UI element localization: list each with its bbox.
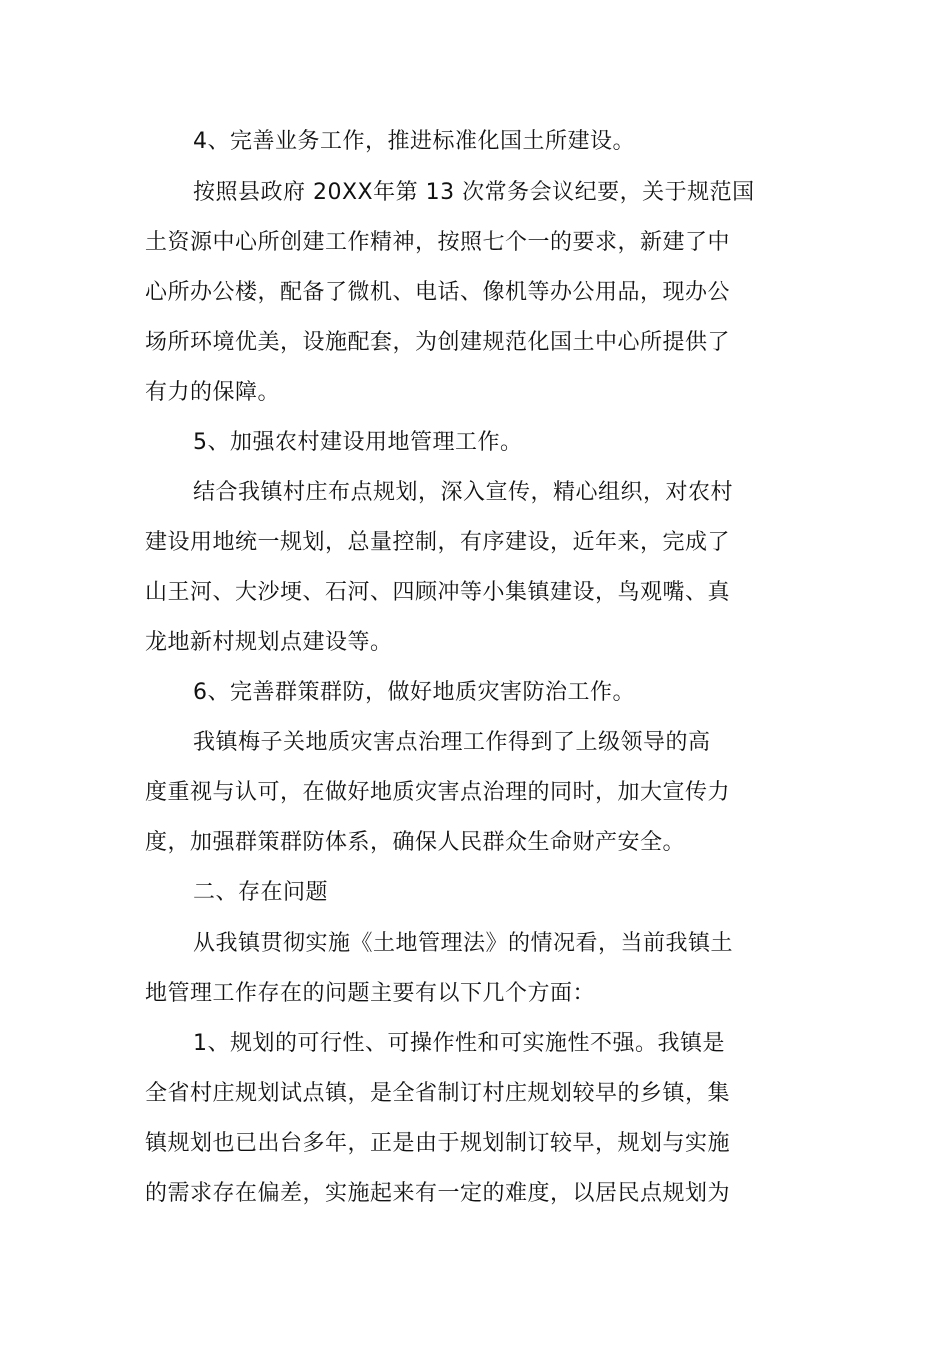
paragraph-line: 从我镇贯彻实施《土地管理法》的情况看，当前我镇土 [193,931,734,956]
paragraph-line: 我镇梅子关地质灾害点治理工作得到了上级领导的高 [193,730,711,755]
paragraph-line: 土资源中心所创建工作精神，按照七个一的要求，新建了中 [145,230,731,255]
heading-item-4: 4、完善业务工作，推进标准化国土所建设。 [193,129,635,154]
paragraph-line: 场所环境优美，设施配套，为创建规范化国土中心所提供了 [145,330,731,355]
paragraph-line: 有力的保障。 [145,380,281,405]
paragraph-line: 1、规划的可行性、可操作性和可实施性不强。我镇是 [193,1031,725,1056]
paragraph-line: 度重视与认可，在做好地质灾害点治理的同时，加大宣传力 [145,780,731,805]
paragraph-line: 地管理工作存在的问题主要有以下几个方面： [145,981,596,1006]
paragraph-line: 全省村庄规划试点镇，是全省制订村庄规划较早的乡镇，集 [145,1081,731,1106]
paragraph-line: 山王河、大沙埂、石河、四顾冲等小集镇建设，鸟观嘴、真 [145,580,731,605]
paragraph-line: 龙地新村规划点建设等。 [145,630,393,655]
heading-item-5: 5、加强农村建设用地管理工作。 [193,430,523,455]
paragraph-line: 建设用地统一规划，总量控制，有序建设，近年来，完成了 [145,530,731,555]
paragraph-line: 结合我镇村庄布点规划，深入宣传，精心组织，对农村 [193,480,734,505]
section-heading: 二、存在问题 [193,880,329,905]
heading-item-6: 6、完善群策群防，做好地质灾害防治工作。 [193,680,635,705]
paragraph-line: 度，加强群策群防体系，确保人民群众生命财产安全。 [145,830,686,855]
paragraph-line: 的需求存在偏差，实施起来有一定的难度，以居民点规划为 [145,1181,731,1206]
paragraph-line: 镇规划也已出台多年，正是由于规划制订较早，规划与实施 [145,1131,731,1156]
paragraph-line: 心所办公楼，配备了微机、电话、像机等办公用品，现办公 [145,280,731,305]
paragraph-line: 按照县政府 20XX年第 13 次常务会议纪要，关于规范国 [193,180,755,205]
